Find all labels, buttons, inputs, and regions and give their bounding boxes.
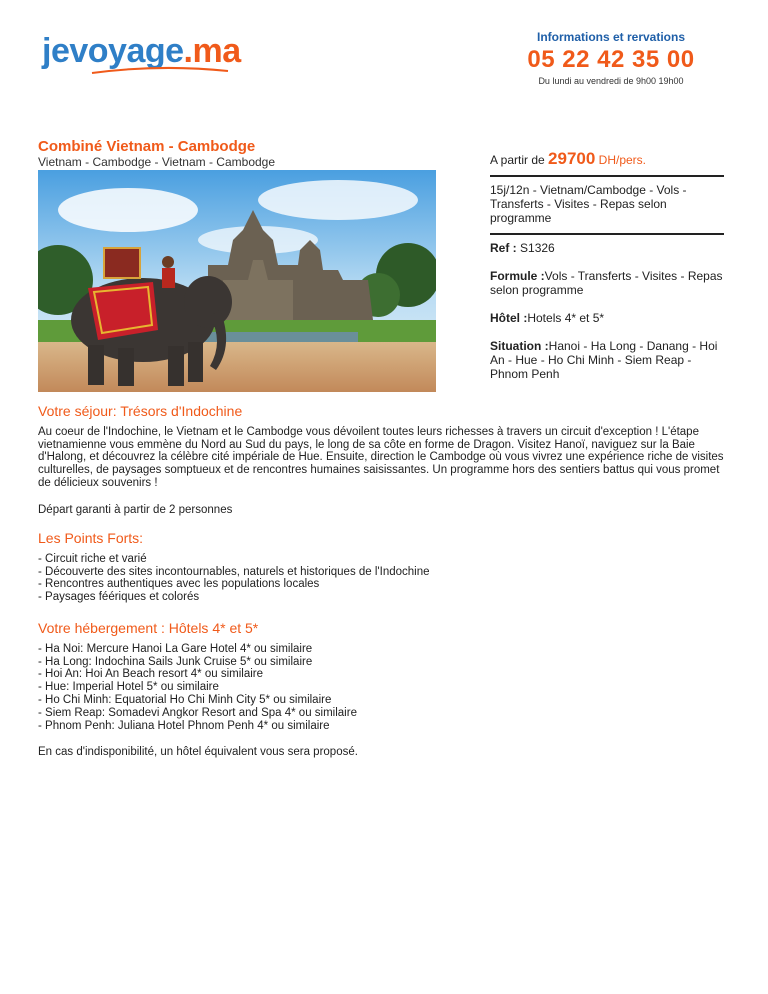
- situation-line: [490, 339, 724, 381]
- contact-block: [496, 30, 726, 86]
- list-item: - Hue: Imperial Hotel 5* ou similaire: [38, 681, 219, 694]
- situation-label: Situation :: [490, 339, 549, 353]
- angkor-elephant-photo: [38, 170, 436, 392]
- points-section: [38, 532, 728, 604]
- formule-value: Vols - Transferts - Visites - Repas selon programme: [490, 269, 723, 297]
- formule-label: Formule :: [490, 269, 545, 283]
- hebergement-heading: Votre hébergement : Hôtels 4* et 5*: [38, 620, 259, 636]
- hotel-line: [490, 311, 724, 325]
- depart-text: Départ garanti à partir de 2 personnes: [38, 503, 233, 516]
- offer-title: Combiné Vietnam - Cambodge: [38, 138, 256, 155]
- opening-hours: Du lundi au vendredi de 9h00 19h00: [538, 76, 684, 86]
- hotels-list: [38, 643, 728, 733]
- sejour-heading: Votre séjour: Trésors d'Indochine: [38, 403, 243, 419]
- contact-title: Informations et rervations: [536, 30, 686, 44]
- list-item: - Circuit riche et varié: [38, 552, 147, 565]
- divider: [490, 175, 724, 177]
- hotel-value: Hotels 4* et 5*: [527, 311, 605, 325]
- hotel-label: Hôtel :: [490, 311, 528, 325]
- ref-line: [490, 241, 724, 255]
- offer-subtitle: Vietnam - Cambodge - Vietnam - Cambodge: [38, 155, 276, 169]
- list-item: - Paysages féériques et colorés: [38, 591, 200, 604]
- list-item: - Rencontres authentiques avec les populations locales: [38, 578, 320, 591]
- divider: [490, 233, 724, 235]
- list-item: - Ha Long: Indochina Sails Junk Cruise 5* ou similaire: [38, 655, 313, 668]
- points-heading: Les Points Forts:: [38, 530, 144, 546]
- points-list: [38, 553, 728, 604]
- hebergement-section: [38, 622, 728, 759]
- list-item: - Phnom Penh: Juliana Hotel Phnom Penh 4* ou similaire: [38, 719, 330, 732]
- price-value: 29700: [548, 149, 596, 168]
- list-item: - Ho Chi Minh: Equatorial Ho Chi Minh City 5* ou similaire: [38, 693, 332, 706]
- price-unit: DH/pers.: [598, 153, 647, 167]
- sejour-text: Au coeur de l'Indochine, le Vietnam et le Cambodge vous dévoilent toutes leurs richesses à travers un circuit d'exception ! L'étape vietnamienne vous emmène du Nord au Sud du pays, le long de sa côte en forme de Dragon. Visitez Hanoï, naviguez sur la Baie d'Halong, et découvrez la célèbre cité impériale de Hue. Ensuite, direction le Cambodge où vous vivrez une expérience riche de visites culturelles, de paysages somptueux et de rencontres humaines saisissantes. Un programme hors des sentiers battus qui vous promet de délicieux souvenirs !: [38, 425, 724, 489]
- list-item: - Hoi An: Hoi An Beach resort 4* ou similaire: [38, 668, 263, 681]
- price-prefix: A partir de: [490, 153, 545, 167]
- logo-swoosh-icon: [90, 66, 230, 76]
- phone-number[interactable]: 05 22 42 35 00: [527, 46, 695, 73]
- ref-value: S1326: [520, 241, 555, 255]
- offer-summary: 15j/12n - Vietnam/Cambodge - Vols - Transferts - Visites - Repas selon programme: [490, 183, 687, 225]
- price-line: [490, 149, 724, 168]
- formule-line: [490, 269, 724, 297]
- logo-text-main: jevoyage: [42, 32, 184, 70]
- sejour-section: [38, 405, 728, 517]
- offer-details: [490, 149, 724, 381]
- list-item: - Siem Reap: Somadevi Angkor Resort and Spa 4* ou similaire: [38, 706, 357, 719]
- list-item: - Découverte des sites incontournables, naturels et historiques de l'Indochine: [38, 565, 430, 578]
- ref-label: Ref :: [490, 241, 517, 255]
- logo-text-domain: .ma: [183, 32, 241, 70]
- hotel-note: En cas d'indisponibilité, un hôtel équivalent vous sera proposé.: [38, 746, 358, 759]
- situation-value: Hanoi - Ha Long - Danang - Hoi An - Hue - Ho Chi Minh - Siem Reap - Phnom Penh: [490, 339, 718, 381]
- list-item: - Ha Noi: Mercure Hanoi La Gare Hotel 4* ou similaire: [38, 642, 313, 655]
